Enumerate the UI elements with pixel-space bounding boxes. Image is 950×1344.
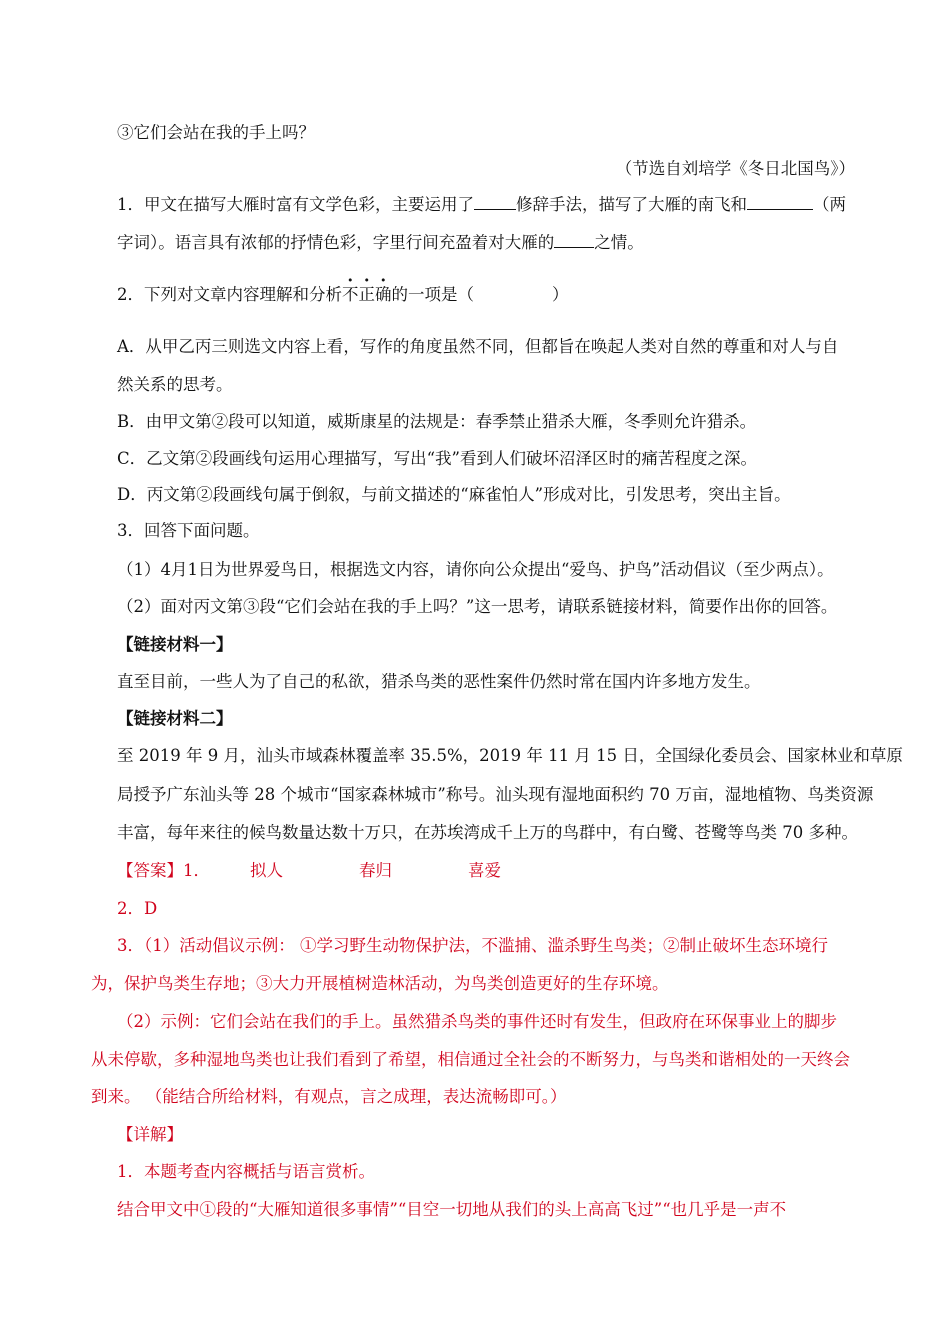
answer-3-line: 3．（1）活动倡议示例： ①学习野生动物保护法，不滥捕、滥杀野生鸟类；②制止破坏生态环境行: [117, 936, 828, 955]
answer-blank: [554, 233, 594, 248]
question-3-2: （2）面对丙文第③段“它们会站在我的手上吗？”这一思考，请联系链接材料，简要作出你的回答。: [117, 597, 838, 616]
q1-text: 字词）。语言具有浓郁的抒情色彩，字里行间充盈着对大雁的: [117, 233, 555, 252]
q1-text: 之情。: [594, 233, 644, 252]
detail-line: 结合甲文中①段的“大雁知道很多事情”“目空一切地从我们的头上高高飞过”“也几乎是一声不: [117, 1200, 787, 1219]
text-line: ③它们会站在我的手上吗？: [117, 123, 315, 142]
answer-2: 2．D: [117, 899, 158, 918]
question-3: 3．回答下面问题。: [117, 521, 260, 540]
link-material-2-text: 局授予广东汕头等 28 个城市“国家森林城市”称号。汕头现有湿地面积约 70 万亩，湿地植物、鸟类资源: [117, 785, 874, 804]
answer-1: [117, 860, 501, 882]
detail-heading: 【详解】: [117, 1125, 183, 1144]
answer-blank: [474, 195, 516, 210]
option-d: D．丙文第②段画线句属于倒叙，与前文描述的“麻雀怕人”形成对比，引发思考，突出主旨。: [117, 485, 791, 504]
detail-line: 1．本题考查内容概括与语言赏析。: [117, 1162, 375, 1181]
question-2: [117, 284, 569, 306]
question-3-1: （1）4月1日为世界爱鸟日，根据选文内容，请你向公众提出“爱鸟、护鸟”活动倡议（至少两点）。: [117, 560, 834, 579]
option-a-line-2: 然关系的思考。: [117, 375, 233, 394]
option-a-line-1: A．从甲乙丙三则选文内容上看，写作的角度虽然不同，但都旨在唤起人类对自然的尊重和对人与自: [117, 337, 839, 356]
source-citation: （节选自刘培学《冬日北国鸟》）: [615, 159, 855, 178]
answer-value: 拟人: [250, 861, 283, 880]
link-material-1-heading: 【链接材料一】: [117, 635, 233, 654]
answer-3-line: 为，保护鸟类生存地；③大力开展植树造林活动，为鸟类创造更好的生存环境。: [91, 974, 669, 993]
emphasis-char: 不: [342, 285, 359, 304]
answer-3-line: 到来。 （能结合所给材料，有观点，言之成理，表达流畅即可。）: [91, 1087, 567, 1106]
link-material-2-text: 丰富，每年来往的候鸟数量达数十万只，在苏埃湾成千上万的鸟群中，有白鹭、苍鹭等鸟类 70 多种。: [117, 823, 858, 842]
question-1-line-2: [117, 232, 644, 254]
link-material-2-heading: 【链接材料二】: [117, 709, 233, 728]
q1-text: 1．甲文在描写大雁时富有文学色彩，主要运用了: [117, 195, 474, 214]
emphasis-char: 确: [375, 285, 392, 304]
answer-value: 喜爱: [468, 861, 501, 880]
q2-text: ）: [552, 285, 569, 304]
answer-blank: [747, 195, 813, 210]
option-c: C．乙文第②段画线句运用心理描写，写出“我”看到人们破坏沼泽区时的痛苦程度之深。: [117, 449, 757, 468]
q2-text: 的一项是（: [391, 285, 474, 304]
answer-number: 1．: [183, 861, 210, 880]
link-material-1-text: 直至目前，一些人为了自己的私欲，猎杀鸟类的恶性案件仍然时常在国内许多地方发生。: [117, 672, 761, 691]
answer-3-line: 从未停歇，多种湿地鸟类也让我们看到了希望，相信通过全社会的不断努力，与鸟类和谐相处的一天终会: [91, 1050, 850, 1069]
q1-text: （两: [813, 195, 846, 214]
answer-value: 春归: [359, 861, 392, 880]
q2-text: 2．下列对文章内容理解和分析: [117, 285, 342, 304]
question-1-line-1: [117, 194, 846, 216]
q1-text: 修辞手法，描写了大雁的南飞和: [516, 195, 747, 214]
link-material-2-text: 至 2019 年 9 月，汕头市域森林覆盖率 35.5%，2019 年 11 月 15 日，全国绿化委员会、国家林业和草原: [117, 746, 903, 765]
answer-3-line: （2）示例：它们会站在我们的手上。虽然猎杀鸟类的事件还时有发生，但政府在环保事业上的脚步: [117, 1012, 837, 1031]
option-b: B．由甲文第②段可以知道，威斯康星的法规是：春季禁止猎杀大雁，冬季则允许猎杀。: [117, 412, 757, 431]
answer-label: 【答案】: [117, 861, 183, 880]
emphasis-char: 正: [358, 285, 375, 304]
